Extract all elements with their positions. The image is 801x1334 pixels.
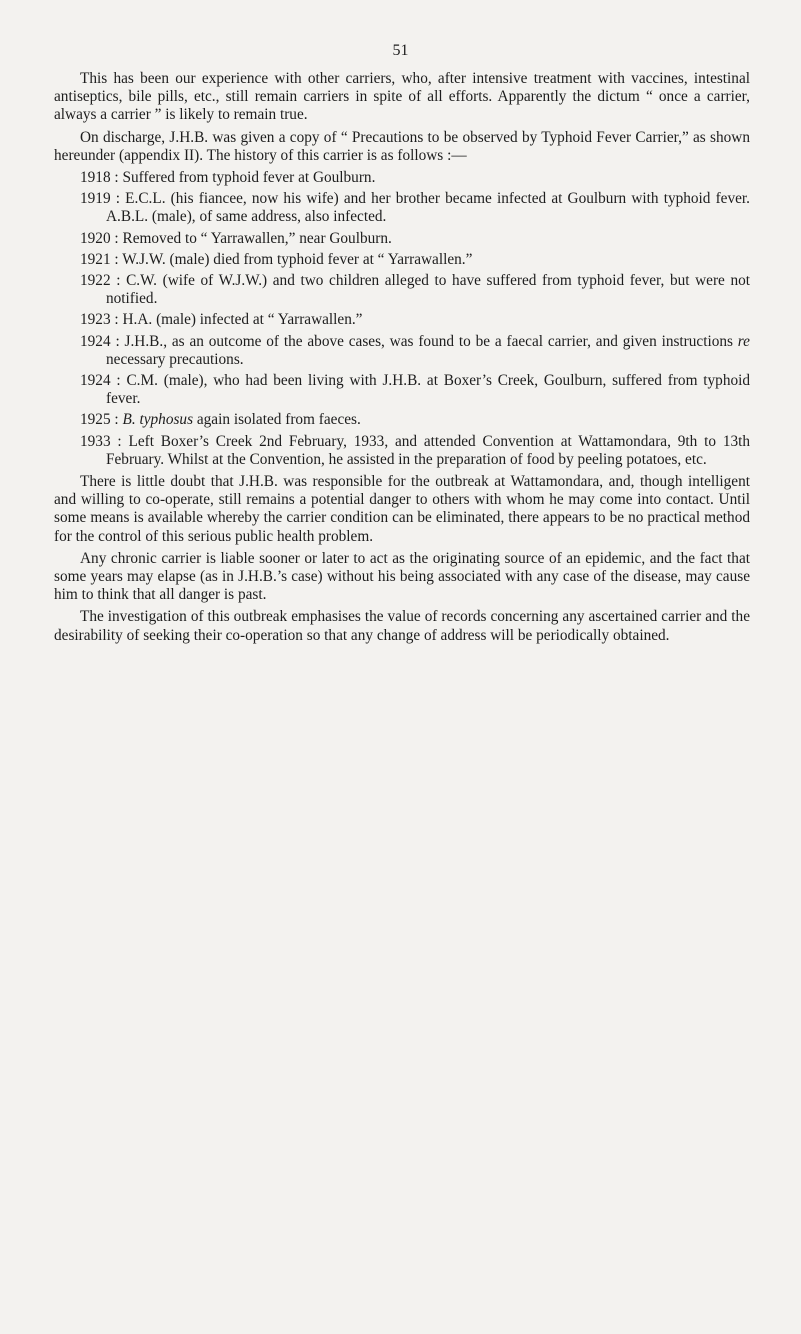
history-text: Left Boxer’s Creek 2nd February, 1933, and attended Convention at Wattamondara, 9th to 13th February. Whilst at the Convention, he assisted in the preparation of food by peeling potatoes, etc.: [106, 432, 751, 468]
history-year: 1933 :: [80, 432, 122, 450]
carrier-history-list: [54, 169, 750, 469]
paragraph-chronic-carrier: Any chronic carrier is liable sooner or later to act as the originating source of an epidemic, and the fact that some years may elapse (as in J.H.B.’s case) without his being associated with any case of the disease, may cause him to think that all danger is past.: [54, 549, 750, 604]
history-entry: [54, 433, 750, 469]
history-year: 1922 :: [80, 272, 121, 290]
history-entry: [54, 311, 750, 329]
history-entry: [54, 190, 750, 226]
history-year: 1923 :: [80, 311, 119, 329]
history-year: 1924 :: [80, 332, 120, 350]
history-year: 1925 :: [80, 411, 119, 429]
history-text: E.C.L. (his fiancee, now his wife) and her brother became infected at Goulburn with typhoid fever. A.B.L. (male), of same address, also infected.: [106, 190, 750, 226]
history-text: Removed to “ Yarrawallen,” near Goulburn.: [122, 229, 392, 247]
paragraph-records: The investigation of this outbreak emphasises the value of records concerning any ascertained carrier and the desirability of seeking their co-operation so that any change of address will be periodically obtained.: [54, 608, 750, 644]
history-entry: [54, 251, 750, 269]
history-text-end: again isolated from faeces.: [193, 411, 361, 429]
history-text: Suffered from typhoid fever at Goulburn.: [122, 169, 376, 187]
history-entry: [54, 372, 750, 408]
paragraph-carrier-experience: This has been our experience with other carriers, who, after intensive treatment with vaccines, intestinal antiseptics, bile pills, etc., still remain carriers in spite of all efforts. Apparently the dictum “ once a carrier, always a carrier ” is likely to remain true.: [54, 70, 750, 124]
history-entry: [54, 169, 750, 187]
history-year: 1919 :: [80, 190, 120, 208]
history-text: W.J.W. (male) died from typhoid fever at “ Yarrawallen.”: [122, 250, 473, 268]
history-entry: [54, 333, 750, 369]
history-year: 1921 :: [80, 250, 119, 268]
history-entry: [54, 411, 750, 429]
history-text-italic: B. typhosus: [122, 411, 194, 429]
history-text: C.M. (male), who had been living with J.H.B. at Boxer’s Creek, Goulburn, suffered from typhoid fever.: [106, 372, 751, 408]
history-entry: [54, 272, 750, 308]
body-text: [54, 70, 750, 649]
history-text: H.A. (male) infected at “ Yarrawallen.”: [122, 311, 363, 329]
history-text-italic: re: [737, 332, 750, 350]
history-entry: [54, 230, 750, 248]
history-year: 1920 :: [80, 229, 119, 247]
page-number: 51: [392, 42, 409, 59]
history-text-start: J.H.B., as an outcome of the above cases, was found to be a faecal carrier, and given instructions: [124, 332, 738, 350]
paragraph-responsibility: There is little doubt that J.H.B. was responsible for the outbreak at Wattamondara, and, though intelligent and willing to co-operate, still remains a potential danger to others with whom he may come into contact. Until some means is available whereby the carrier condition can be eliminated, there appears to be no practical method for the control of this serious public health problem.: [54, 473, 750, 545]
history-year: 1918 :: [80, 169, 119, 187]
history-year: 1924 :: [80, 372, 121, 390]
history-text-end: necessary precautions.: [106, 350, 244, 368]
paragraph-discharge: On discharge, J.H.B. was given a copy of “ Precautions to be observed by Typhoid Fever Carrier,” as shown hereunder (appendix II). The history of this carrier is as follows :—: [54, 128, 750, 164]
history-text: C.W. (wife of W.J.W.) and two children alleged to have suffered from typhoid fever, but were not notified.: [106, 272, 751, 308]
